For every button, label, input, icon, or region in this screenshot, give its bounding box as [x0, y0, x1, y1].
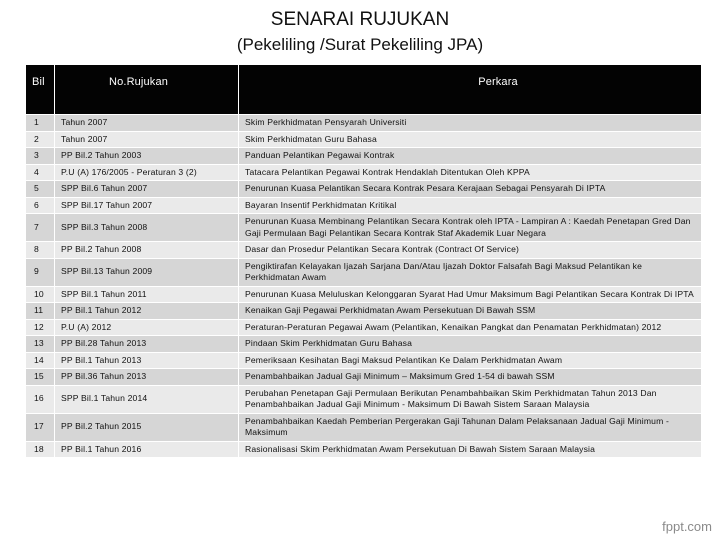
cell-no-rujukan: PP Bil.2 Tahun 2003	[55, 148, 239, 165]
cell-perkara: Dasar dan Prosedur Pelantikan Secara Kontrak (Contract Of Service)	[239, 242, 702, 259]
cell-no-rujukan: SPP Bil.6 Tahun 2007	[55, 181, 239, 198]
cell-no-rujukan: PP Bil.28 Tahun 2013	[55, 336, 239, 353]
footer-brand: fppt.com	[662, 519, 712, 534]
cell-bil: 15	[26, 369, 55, 386]
cell-bil: 11	[26, 303, 55, 320]
table-row	[26, 413, 702, 441]
cell-perkara: Rasionalisasi Skim Perkhidmatan Awam Persekutuan Di Bawah Sistem Saraan Malaysia	[239, 441, 702, 458]
cell-perkara: Penurunan Kuasa Meluluskan Kelonggaran Syarat Had Umur Maksimum Bagi Pelantikan Secara Kontrak Di IPTA	[239, 286, 702, 303]
cell-bil: 6	[26, 197, 55, 214]
cell-perkara: Penambahbaikan Jadual Gaji Minimum – Maksimum Gred 1-54 di bawah SSM	[239, 369, 702, 386]
cell-bil: 14	[26, 352, 55, 369]
table-body	[26, 115, 702, 458]
cell-no-rujukan: PP Bil.2 Tahun 2008	[55, 242, 239, 259]
cell-bil: 1	[26, 115, 55, 132]
title-block	[0, 8, 720, 56]
table-row	[26, 181, 702, 198]
table-row	[26, 336, 702, 353]
table-row	[26, 258, 702, 286]
table-row	[26, 441, 702, 458]
cell-perkara: Penambahbaikan Kaedah Pemberian Pergerakan Gaji Tahunan Dalam Pelaksanaan Jadual Gaji Minimum - Maksimum	[239, 413, 702, 441]
page-subtitle: (Pekeliling /Surat Pekeliling JPA)	[236, 35, 484, 54]
cell-no-rujukan: Tahun 2007	[55, 131, 239, 148]
cell-bil: 18	[26, 441, 55, 458]
reference-table	[25, 64, 702, 458]
table-row	[26, 131, 702, 148]
cell-no-rujukan: SPP Bil.17 Tahun 2007	[55, 197, 239, 214]
header-perkara: Perkara	[239, 65, 702, 115]
header-bil: Bil	[26, 65, 55, 115]
table-row	[26, 369, 702, 386]
cell-perkara: Kenaikan Gaji Pegawai Perkhidmatan Awam Persekutuan Di Bawah SSM	[239, 303, 702, 320]
table-row	[26, 148, 702, 165]
cell-bil: 2	[26, 131, 55, 148]
cell-no-rujukan: SPP Bil.13 Tahun 2009	[55, 258, 239, 286]
cell-bil: 7	[26, 214, 55, 242]
cell-perkara: Peraturan-Peraturan Pegawai Awam (Pelantikan, Kenaikan Pangkat dan Penamatan Perkhidmatan) 2012	[239, 319, 702, 336]
cell-bil: 17	[26, 413, 55, 441]
cell-perkara: Penurunan Kuasa Pelantikan Secara Kontrak Pesara Kerajaan Sebagai Pensyarah Di IPTA	[239, 181, 702, 198]
cell-perkara: Pengiktirafan Kelayakan Ijazah Sarjana Dan/Atau Ijazah Doktor Falsafah Bagi Maksud Pelantikan ke Perkhidmatan Awam	[239, 258, 702, 286]
table-row	[26, 385, 702, 413]
cell-no-rujukan: PP Bil.36 Tahun 2013	[55, 369, 239, 386]
cell-bil: 4	[26, 164, 55, 181]
cell-no-rujukan: SPP Bil.1 Tahun 2014	[55, 385, 239, 413]
cell-bil: 10	[26, 286, 55, 303]
cell-perkara: Perubahan Penetapan Gaji Permulaan Berikutan Penambahbaikan Skim Perkhidmatan Tahun 2013 Dan Penambahbaikan Jadual Gaji Minimum - Maksimum Di Bawah Sistem Saraan Malaysia	[239, 385, 702, 413]
header-no-rujukan: No.Rujukan	[55, 65, 239, 115]
cell-bil: 8	[26, 242, 55, 259]
table-row	[26, 115, 702, 132]
cell-perkara: Tatacara Pelantikan Pegawai Kontrak Hendaklah Ditentukan Oleh KPPA	[239, 164, 702, 181]
cell-perkara: Skim Perkhidmatan Pensyarah Universiti	[239, 115, 702, 132]
table-row	[26, 214, 702, 242]
cell-no-rujukan: Tahun 2007	[55, 115, 239, 132]
cell-bil: 3	[26, 148, 55, 165]
table-row	[26, 286, 702, 303]
cell-no-rujukan: SPP Bil.3 Tahun 2008	[55, 214, 239, 242]
table-row	[26, 303, 702, 320]
table-row	[26, 319, 702, 336]
table-row	[26, 242, 702, 259]
cell-no-rujukan: PP Bil.1 Tahun 2012	[55, 303, 239, 320]
cell-bil: 16	[26, 385, 55, 413]
cell-bil: 5	[26, 181, 55, 198]
cell-no-rujukan: PP Bil.2 Tahun 2015	[55, 413, 239, 441]
cell-no-rujukan: P.U (A) 176/2005 - Peraturan 3 (2)	[55, 164, 239, 181]
header-row	[26, 65, 702, 115]
cell-bil: 12	[26, 319, 55, 336]
page-title: SENARAI RUJUKAN	[270, 9, 450, 30]
cell-no-rujukan: SPP Bil.1 Tahun 2011	[55, 286, 239, 303]
table-row	[26, 164, 702, 181]
table-header	[26, 65, 702, 115]
cell-perkara: Bayaran Insentif Perkhidmatan Kritikal	[239, 197, 702, 214]
cell-no-rujukan: PP Bil.1 Tahun 2016	[55, 441, 239, 458]
cell-bil: 13	[26, 336, 55, 353]
cell-no-rujukan: PP Bil.1 Tahun 2013	[55, 352, 239, 369]
table-row	[26, 352, 702, 369]
table-row	[26, 197, 702, 214]
cell-perkara: Skim Perkhidmatan Guru Bahasa	[239, 131, 702, 148]
cell-perkara: Penurunan Kuasa Membinang Pelantikan Secara Kontrak oleh IPTA - Lampiran A : Kaedah Penetapan Gred Dan Gaji Permulaan Bagi Pelantikan Secara Kontrak Staf Akademik Luar Negara	[239, 214, 702, 242]
cell-perkara: Pindaan Skim Perkhidmatan Guru Bahasa	[239, 336, 702, 353]
cell-no-rujukan: P.U (A) 2012	[55, 319, 239, 336]
cell-perkara: Pemeriksaan Kesihatan Bagi Maksud Pelantikan Ke Dalam Perkhidmatan Awam	[239, 352, 702, 369]
cell-bil: 9	[26, 258, 55, 286]
cell-perkara: Panduan Pelantikan Pegawai Kontrak	[239, 148, 702, 165]
